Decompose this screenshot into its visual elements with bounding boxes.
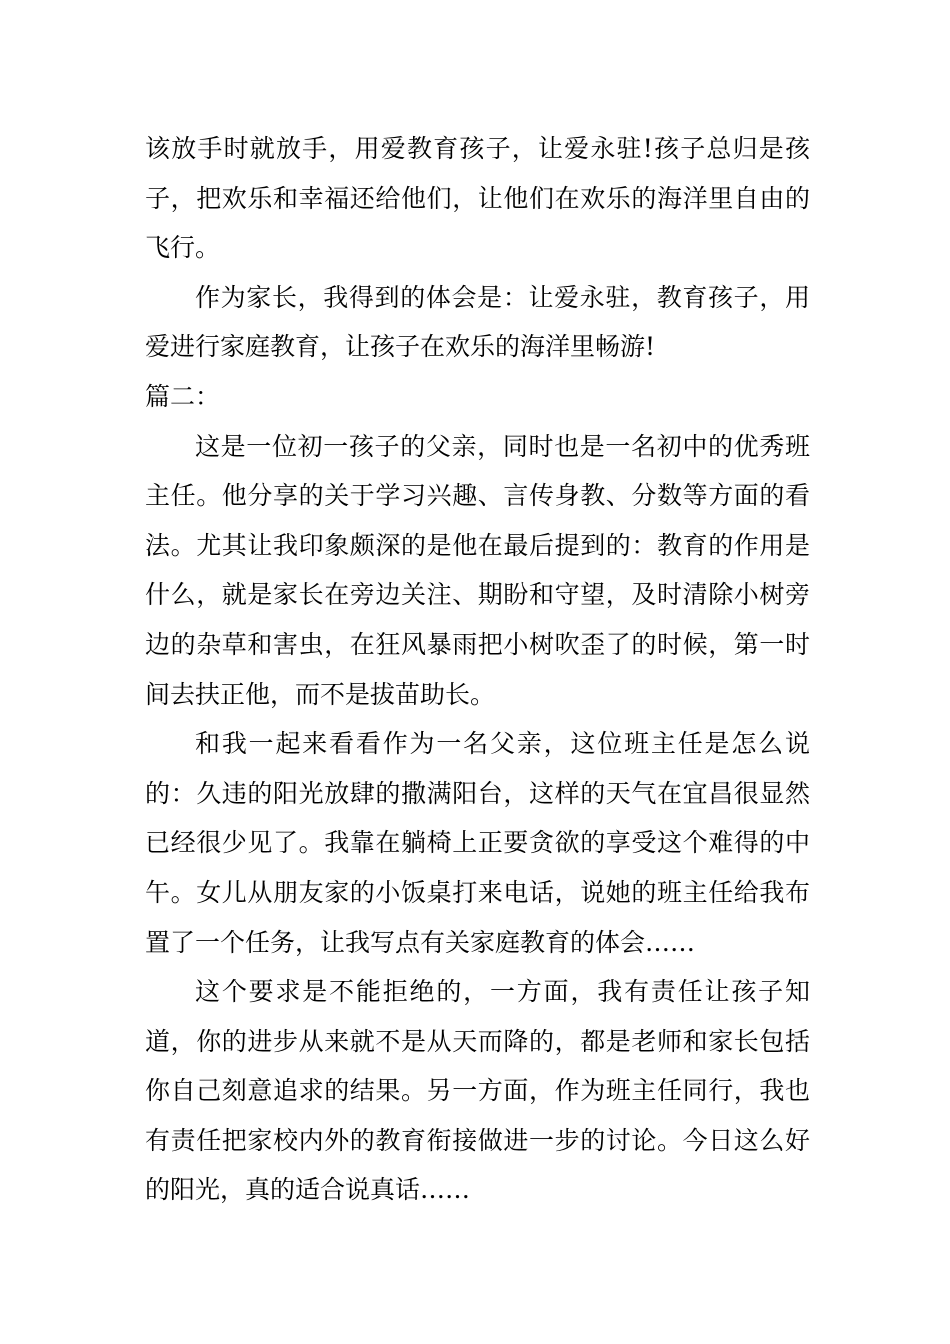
paragraph-responsibility: 这个要求是不能拒绝的，一方面，我有责任让孩子知道，你的进步从来就不是从天而降的，都是老师和家长包括你自己刻意追求的结果。另一方面，作为班主任同行，我也有责任把家校内外的教育衔接做进一步的讨论。今日这么好的阳光，真的适合说真话……: [145, 977, 810, 1205]
paragraph-parent-reflection: 作为家长，我得到的体会是：让爱永驻，教育孩子，用爱进行家庭教育，让孩子在欢乐的海洋里畅游!: [145, 282, 810, 362]
section-heading: 篇二：: [145, 381, 221, 411]
paragraph-sunny-noon: 和我一起来看看作为一名父亲，这位班主任是怎么说的：久违的阳光放肆的撒满阳台，这样的天气在宜昌很显然已经很少见了。我靠在躺椅上正要贪欲的享受这个难得的中午。女儿从朋友家的小饭桌打来电话，说她的班主任给我布置了一个任务，让我写点有关家庭教育的体会……: [145, 729, 810, 957]
paragraph-intro-father: 这是一位初一孩子的父亲，同时也是一名初中的优秀班主任。他分享的关于学习兴趣、言传身教、分数等方面的看法。尤其让我印象颇深的是他在最后提到的：教育的作用是什么，就是家长在旁边关注、期盼和守望，及时清除小树旁边的杂草和害虫，在狂风暴雨把小树吹歪了的时候，第一时间去扶正他，而不是拔苗助长。: [145, 431, 810, 709]
paragraph-continuation: 该放手时就放手，用爱教育孩子，让爱永驻!孩子总归是孩子，把欢乐和幸福还给他们，让他们在欢乐的海洋里自由的飞行。: [145, 134, 810, 263]
document-page: [145, 124, 810, 1215]
